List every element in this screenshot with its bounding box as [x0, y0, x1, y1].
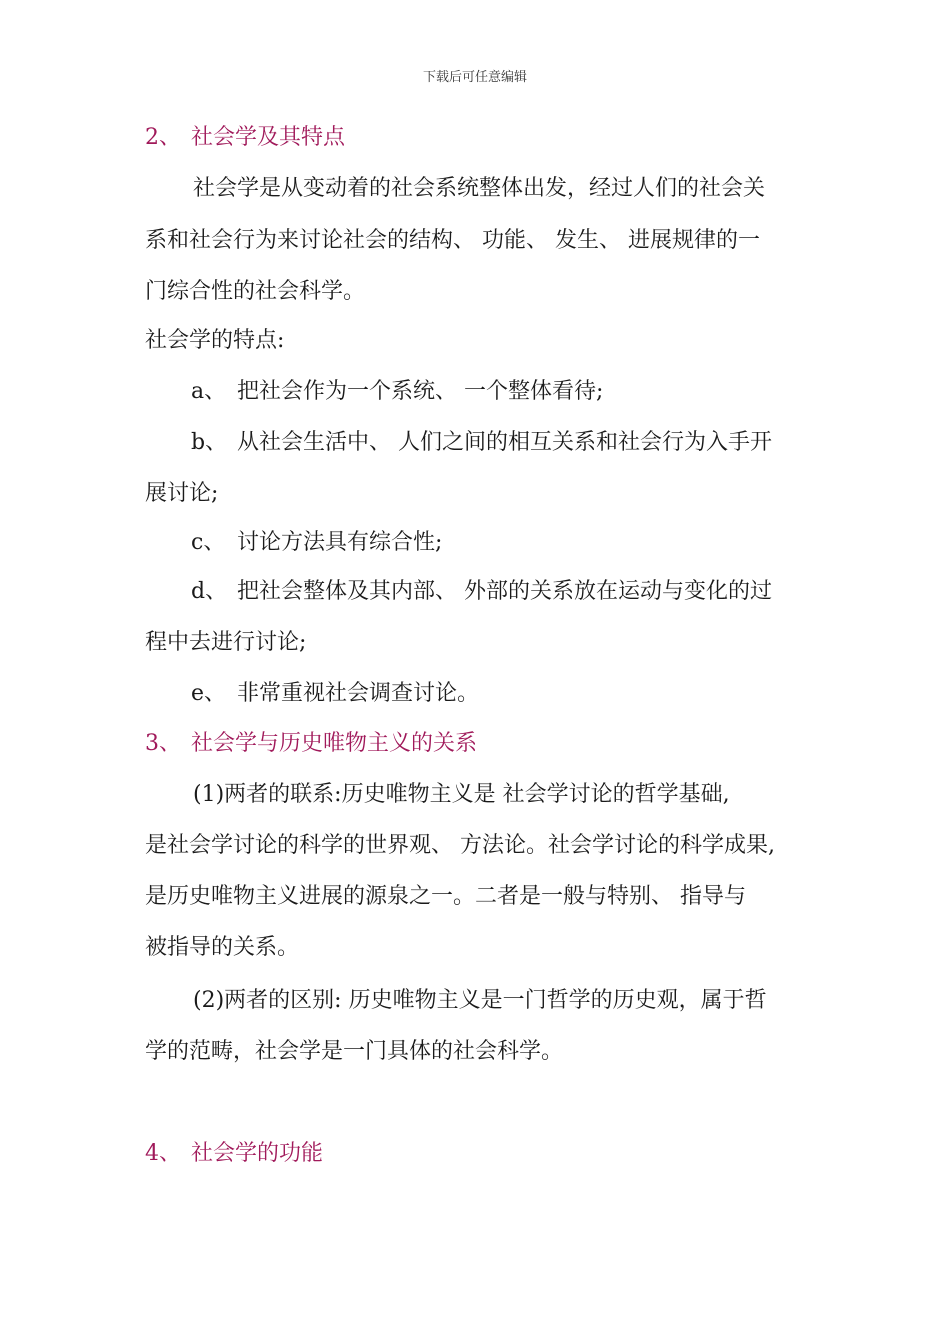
feature-a-marker: a、	[191, 379, 227, 404]
features-label: 社会学的特点:	[145, 328, 285, 353]
feature-c-text: 讨论方法具有综合性;	[237, 530, 443, 555]
page-header: 下载后可任意编辑	[422, 70, 527, 85]
section-2-title: 社会学及其特点	[191, 125, 346, 150]
feature-d-text-1: 把社会整体及其内部、 外部的关系放在运动与变化的过	[237, 579, 772, 604]
feature-a	[191, 378, 603, 406]
relation-line-2: 是社会学讨论的科学的世界观、 方法论。社会学讨论的科学成果,	[145, 833, 775, 858]
section-2-number: 2、	[145, 125, 181, 150]
feature-b-marker: b、	[191, 430, 228, 455]
feature-e	[191, 680, 479, 708]
feature-d	[191, 578, 772, 606]
section-3-number: 3、	[145, 731, 181, 756]
difference-line-2: 学的范畴，社会学是一门具体的社会科学。	[145, 1039, 564, 1064]
section-3-heading	[145, 730, 477, 758]
section-2-heading	[145, 124, 345, 152]
section-4-heading	[145, 1140, 323, 1168]
feature-e-text: 非常重视社会调查讨论。	[237, 681, 480, 706]
difference-line-1: (2)两者的区别: 历史唯物主义是一门哲学的历史观，属于哲	[193, 988, 767, 1013]
definition-line-1: 社会学是从变动着的社会系统整体出发，经过人们的社会关	[193, 176, 766, 201]
relation-line-3: 是历史唯物主义进展的源泉之一。二者是一般与特别、 指导与	[145, 884, 746, 909]
feature-b-text-2: 展讨论;	[145, 481, 219, 506]
feature-e-marker: e、	[191, 681, 227, 706]
definition-line-2: 系和社会行为来讨论社会的结构、 功能、 发生、 进展规律的一	[145, 228, 760, 253]
section-4-title: 社会学的功能	[191, 1141, 324, 1166]
feature-b	[191, 429, 772, 457]
feature-d-text-2: 程中去进行讨论;	[145, 630, 307, 655]
feature-c-marker: c、	[191, 530, 226, 555]
feature-a-text: 把社会作为一个系统、 一个整体看待;	[237, 379, 604, 404]
relation-line-1: (1)两者的联系:历史唯物主义是 社会学讨论的哲学基础,	[193, 782, 730, 807]
definition-line-3: 门综合性的社会科学。	[145, 279, 366, 304]
relation-line-4: 被指导的关系。	[145, 935, 300, 960]
section-4-number: 4、	[145, 1141, 181, 1166]
section-3-title: 社会学与历史唯物主义的关系	[191, 731, 478, 756]
feature-b-text-1: 从社会生活中、 人们之间的相互关系和社会行为入手开	[237, 430, 772, 455]
feature-d-marker: d、	[191, 579, 228, 604]
feature-c	[191, 529, 442, 557]
